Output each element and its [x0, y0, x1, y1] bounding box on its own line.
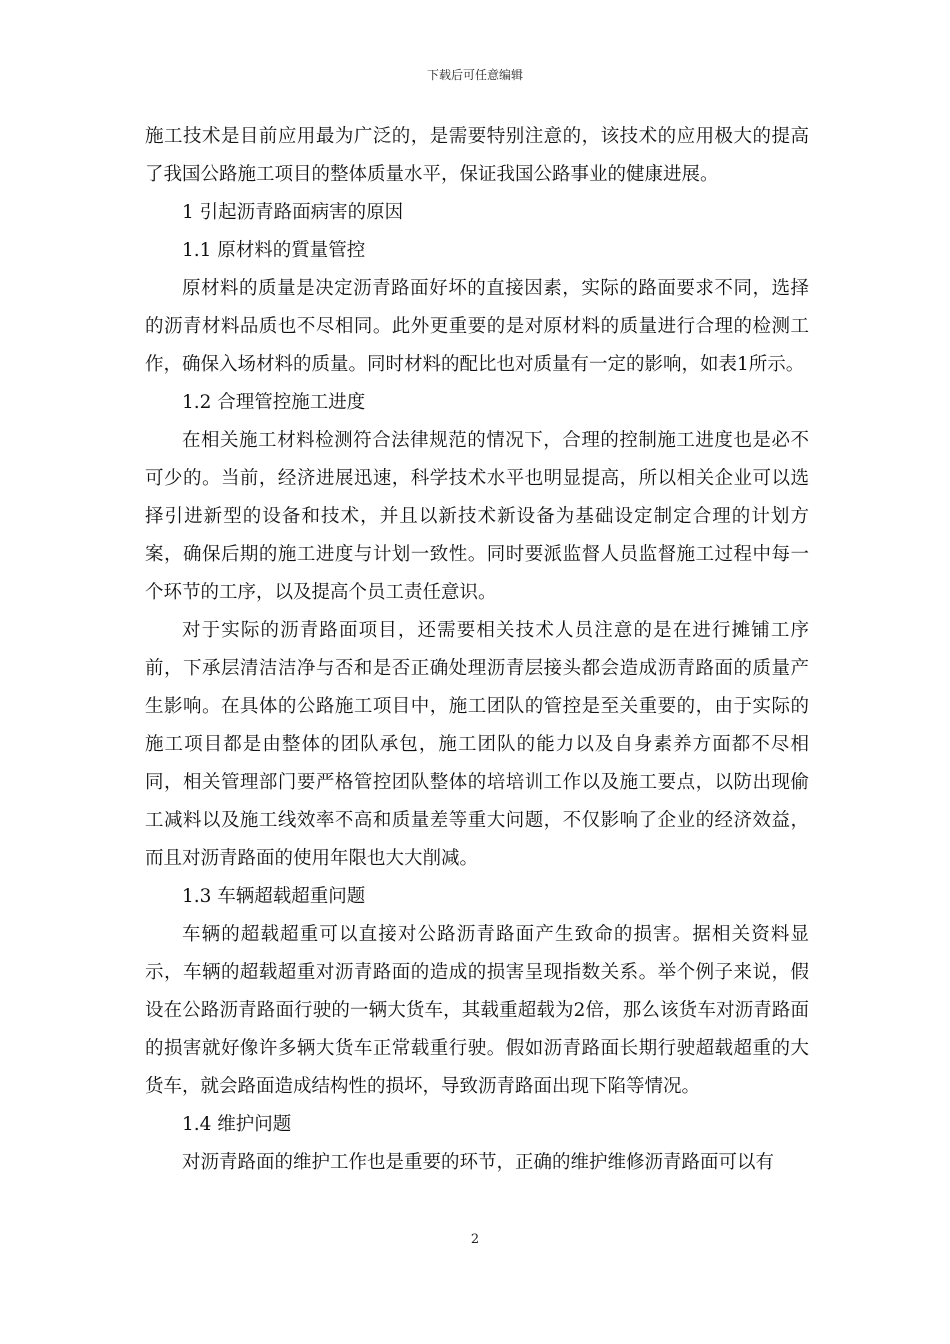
- section-heading-1: 1 引起沥青路面病害的原因: [182, 202, 404, 223]
- document-body: [145, 118, 809, 1182]
- paragraph-continuation: 施工技术是目前应用最为广泛的，是需要特别注意的，该技术的应用极大的提高了我国公路施工项目的整体质量水平，保证我国公路事业的健康进展。: [145, 126, 809, 185]
- page-header: 下载后可任意编辑: [426, 68, 523, 82]
- paragraph: 对沥青路面的维护工作也是重要的环节，正确的维护维修沥青路面可以有: [182, 1152, 775, 1173]
- paragraph: 在相关施工材料检测符合法律规范的情况下，合理的控制施工进度也是必不可少的。当前，经济进展迅速，科学技术水平也明显提高，所以相关企业可以选择引进新型的设备和技术，并且以新技术新设备为基础设定制定合理的计划方案，确保后期的施工进度与计划一致性。同时要派监督人员监督施工过程中每一个环节的工序，以及提高个员工责任意识。: [145, 430, 809, 603]
- paragraph: 对于实际的沥青路面项目，还需要相关技术人员注意的是在进行摊铺工序前，下承层清洁洁净与否和是否正确处理沥青层接头都会造成沥青路面的质量产生影响。在具体的公路施工项目中，施工团队的管控是至关重要的，由于实际的施工项目都是由整体的团队承包，施工团队的能力以及自身素养方面都不尽相同，相关管理部门要严格管控团队整体的培培训工作以及施工要点，以防出现偷工减料以及施工线效率不高和质量差等重大问题，不仅影响了企业的经济效益，而且对沥青路面的使用年限也大大削减。: [145, 620, 809, 869]
- section-heading-1-2: 1.2 合理管控施工进度: [182, 392, 366, 413]
- section-heading-1-3: 1.3 车辆超载超重问题: [182, 886, 366, 907]
- paragraph: 车辆的超载超重可以直接对公路沥青路面产生致命的损害。据相关资料显示，车辆的超载超重对沥青路面的造成的损害呈现指数关系。举个例子来说，假设在公路沥青路面行驶的一辆大货车，其载重超载为2倍，那么该货车对沥青路面的损害就好像许多辆大货车正常载重行驶。假如沥青路面长期行驶超载超重的大货车，就会路面造成结构性的损坏，导致沥青路面出现下陷等情况。: [145, 924, 809, 1097]
- paragraph: 原材料的质量是决定沥青路面好坏的直接因素，实际的路面要求不同，选择的沥青材料品质也不尽相同。此外更重要的是对原材料的质量进行合理的检测工作，确保入场材料的质量。同时材料的配比也对质量有一定的影响，如表1所示。: [145, 278, 809, 375]
- section-heading-1-1: 1.1 原材料的質量管控: [182, 240, 366, 261]
- section-heading-1-4: 1.4 维护问题: [182, 1114, 292, 1135]
- page-number: 2: [470, 1232, 480, 1247]
